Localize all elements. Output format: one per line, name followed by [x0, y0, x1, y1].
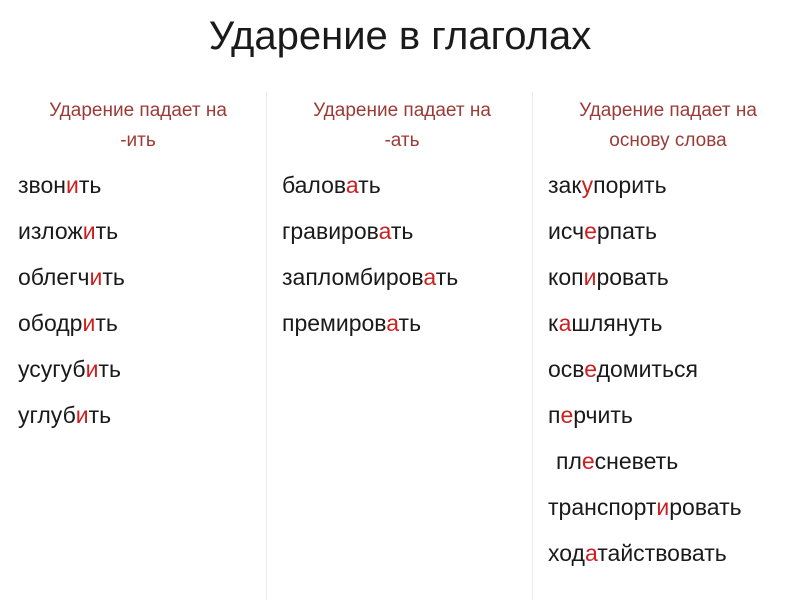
- word-part: ть: [358, 172, 381, 198]
- stressed-letter: и: [656, 494, 670, 520]
- word-part: ть: [95, 310, 118, 336]
- word-item: [18, 346, 258, 392]
- word-part: домиться: [596, 356, 698, 382]
- word-item: [548, 208, 788, 254]
- word-item: [18, 162, 258, 208]
- column-header-line: Ударение падает на: [313, 100, 491, 121]
- word-part: балов: [282, 172, 346, 198]
- column-stem: [548, 96, 788, 576]
- word-part: порить: [593, 172, 667, 198]
- stressed-letter: у: [581, 172, 594, 198]
- word-part: ободр: [18, 310, 83, 336]
- word-item: [548, 438, 788, 484]
- word-part: ть: [435, 264, 459, 290]
- word-part: ть: [78, 172, 102, 198]
- word-item: [548, 254, 788, 300]
- word-part: зак: [548, 172, 582, 198]
- word-part: ход: [548, 540, 585, 566]
- word-part: ть: [95, 218, 119, 244]
- word-item: [18, 392, 258, 438]
- page-title: Ударение в глаголах: [208, 14, 592, 58]
- word-part: сневеть: [594, 448, 679, 474]
- word-part: ровать: [596, 264, 669, 290]
- stressed-letter: и: [75, 402, 89, 428]
- stressed-letter: а: [584, 540, 598, 566]
- word-item: [18, 254, 258, 300]
- stressed-letter: е: [584, 218, 597, 244]
- column-header: [282, 96, 522, 156]
- stressed-letter: и: [583, 264, 597, 290]
- stressed-letter: а: [378, 218, 391, 244]
- word-part: исч: [548, 218, 585, 244]
- word-item: [282, 300, 522, 346]
- word-part: ть: [88, 402, 112, 428]
- word-part: усугуб: [18, 356, 86, 382]
- word-part: п: [548, 402, 561, 428]
- column-at: [282, 96, 522, 346]
- column-header: [548, 96, 788, 156]
- word-list: [282, 162, 522, 346]
- word-part: звон: [18, 172, 66, 198]
- word-part: тайствовать: [597, 540, 727, 566]
- stressed-letter: а: [345, 172, 359, 198]
- word-item: [18, 300, 258, 346]
- column-divider: [532, 92, 533, 600]
- column-header-line: -ать: [384, 130, 420, 151]
- word-part: ровать: [669, 494, 742, 520]
- word-part: углуб: [18, 402, 76, 428]
- word-part: облегч: [18, 264, 90, 290]
- column-header: [18, 96, 258, 156]
- stressed-letter: и: [82, 218, 96, 244]
- word-item: [282, 162, 522, 208]
- stressed-letter: е: [584, 356, 597, 382]
- word-part: к: [548, 310, 559, 336]
- word-part: ть: [102, 264, 125, 290]
- word-part: шлянуть: [571, 310, 663, 336]
- stressed-letter: а: [423, 264, 436, 290]
- word-part: осв: [548, 356, 585, 382]
- word-part: гравиров: [282, 218, 379, 244]
- column-divider: [266, 92, 267, 600]
- word-part: запломбиров: [282, 264, 424, 290]
- word-list: [548, 162, 788, 576]
- word-item: [548, 300, 788, 346]
- stressed-letter: а: [386, 310, 399, 336]
- word-item: [548, 392, 788, 438]
- column-it: [18, 96, 258, 438]
- column-header-line: основу слова: [609, 130, 727, 151]
- word-item: [548, 162, 788, 208]
- word-part: ть: [390, 218, 414, 244]
- word-item: [548, 346, 788, 392]
- word-item: [282, 208, 522, 254]
- word-part: транспорт: [548, 494, 657, 520]
- word-item: [548, 530, 788, 576]
- stressed-letter: и: [89, 264, 103, 290]
- word-part: коп: [548, 264, 584, 290]
- stressed-letter: и: [85, 356, 99, 382]
- stressed-letter: и: [82, 310, 96, 336]
- word-part: премиров: [282, 310, 387, 336]
- column-header-line: Ударение падает на: [579, 100, 757, 121]
- column-header-line: -ить: [120, 130, 156, 151]
- word-item: [282, 254, 522, 300]
- word-part: рчить: [573, 402, 633, 428]
- word-part: ть: [98, 356, 121, 382]
- word-list: [18, 162, 258, 438]
- column-header-line: Ударение падает на: [49, 100, 227, 121]
- stressed-letter: е: [560, 402, 574, 428]
- stressed-letter: е: [581, 448, 595, 474]
- word-part: рпать: [596, 218, 657, 244]
- word-part: излож: [18, 218, 83, 244]
- stressed-letter: а: [558, 310, 572, 336]
- word-part: пл: [556, 448, 582, 474]
- word-part: ть: [398, 310, 422, 336]
- stressed-letter: и: [66, 172, 79, 198]
- word-item: [18, 208, 258, 254]
- word-item: [548, 484, 788, 530]
